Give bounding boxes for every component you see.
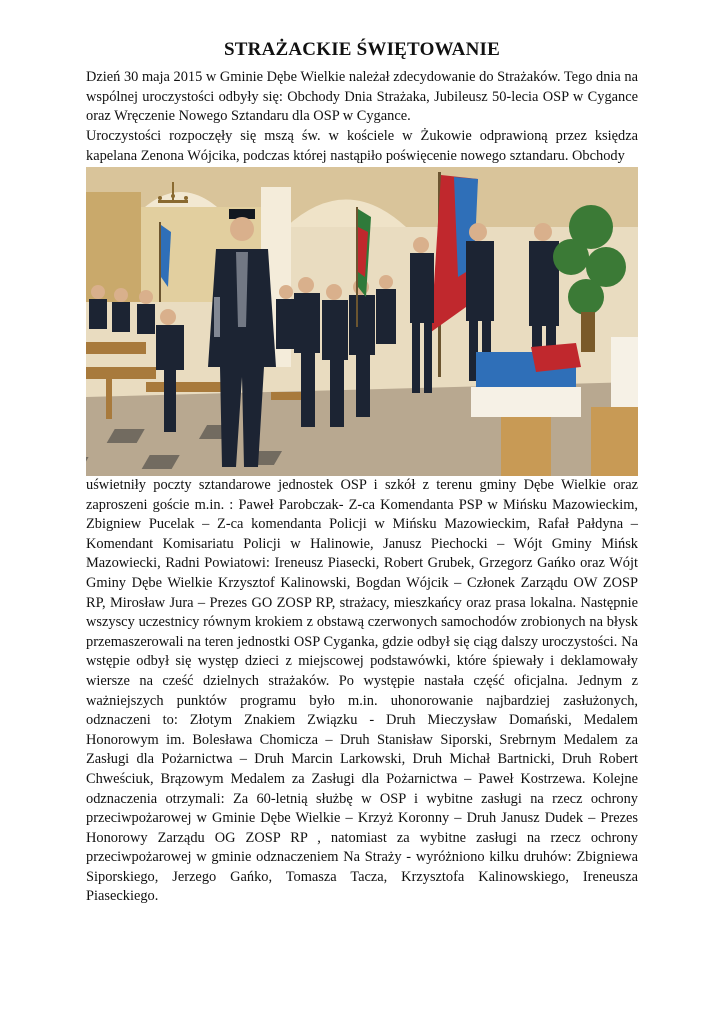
paragraph-main: uświetniły poczty sztandarowe jednostek OSP i szkół z terenu gminy Dębe Wielkie oraz zaproszeni goście m.in. : Paweł Parobczak- Z-ca Komendanta PSP w Mińsku Mazowieckim, Zbigniew Pucelak – Z-ca komendanta Policji w Mińsku Mazowieckim, Rafał Pałdyna – Komendant Komisariatu Policji w Halinowie, Janusz Piechocki – Wójt Gminy Mińsk Mazowiecki, Radni Powiatowi: Ireneusz Piasecki, Robert Grubek, Grzegorz Gańko oraz Wójt Gminy Dębe Wielkie Krzysztof Kalinowski, Bogdan Wójcik – Członek Zarządu OW ZOSP RP, Mirosław Jura – Prezes GO ZOSP RP, strażacy, mieszkańcy oraz prasa lokalna. Następnie wszyscy uczestnicy równym krokiem z obstawą czerwonych samochodów zrobionych na błysk przemaszerowali na teren jednostki OSP Cyganka, gdzie odbył się ciąg dalszy uroczystości. Na wstępie odbył się występ dzieci z miejscowej podstawówki, które śpiewały i deklamowały wiersze na cześć dzielnych strażaków. Po występie nastała część oficjalna. Jednym z ważniejszych punktów programu było m.in. uhonorowanie najbardziej zasłużonych, odznaczeni to: Złotym Znakiem Związku - Druh Mieczysław Domański, Medalem Honorowym im. Bolesława Chomicza – Druh Stanisław Siporski, Srebrnym Medalem za Zasługi dla Pożarnictwa – Druh Marcin Larkowski, Druh Michał Bartnicki, Druh Robert Chweściuk, Brązowym Medalem za Zasługi dla Pożarnictwa – Paweł Kostrzewa. Kolejne odznaczenia otrzymali: Za 60-letnią służbę w OSP i wybitne zasługi na rzecz ochrony przeciwpożarowej w Gminie Dębe Wielkie – Krzyż Koronny – Druh Janusz Dudek – Prezes Honorowy Zarządu OG ZOSP RP , natomiast za wybitne zasługi na rzecz ochrony przeciwpożarowej w gminie odznaczeniem Na Straży - wyróżniono kilku druhów: Zbigniewa Siporskiego, Jerzego Gańko, Tomasza Tacza, Krzysztofa Kalinowskiego, Ireneusza Piaseckiego. [86, 477, 638, 905]
paragraph-mass: Uroczystości rozpoczęły się mszą św. w kościele w Żukowie odprawioną przez księdza kapelana Zenona Wójcika, podczas której nastąpiło poświęcenie nowego sztandaru. Obchody [86, 128, 638, 164]
ceremony-photo [86, 167, 638, 476]
page-title: STRAŻACKIE ŚWIĘTOWANIE [224, 38, 500, 60]
paragraph-intro: Dzień 30 maja 2015 w Gminie Dębe Wielkie należał zdecydowanie do Strażaków. Tego dnia na wspólnej uroczystości odbyły się: Obchody Dnia Strażaka, Jubileusz 50-lecia OSP w Cygance oraz Wręczenie Nowego Sztandaru dla OSP w Cygance. [86, 69, 638, 125]
